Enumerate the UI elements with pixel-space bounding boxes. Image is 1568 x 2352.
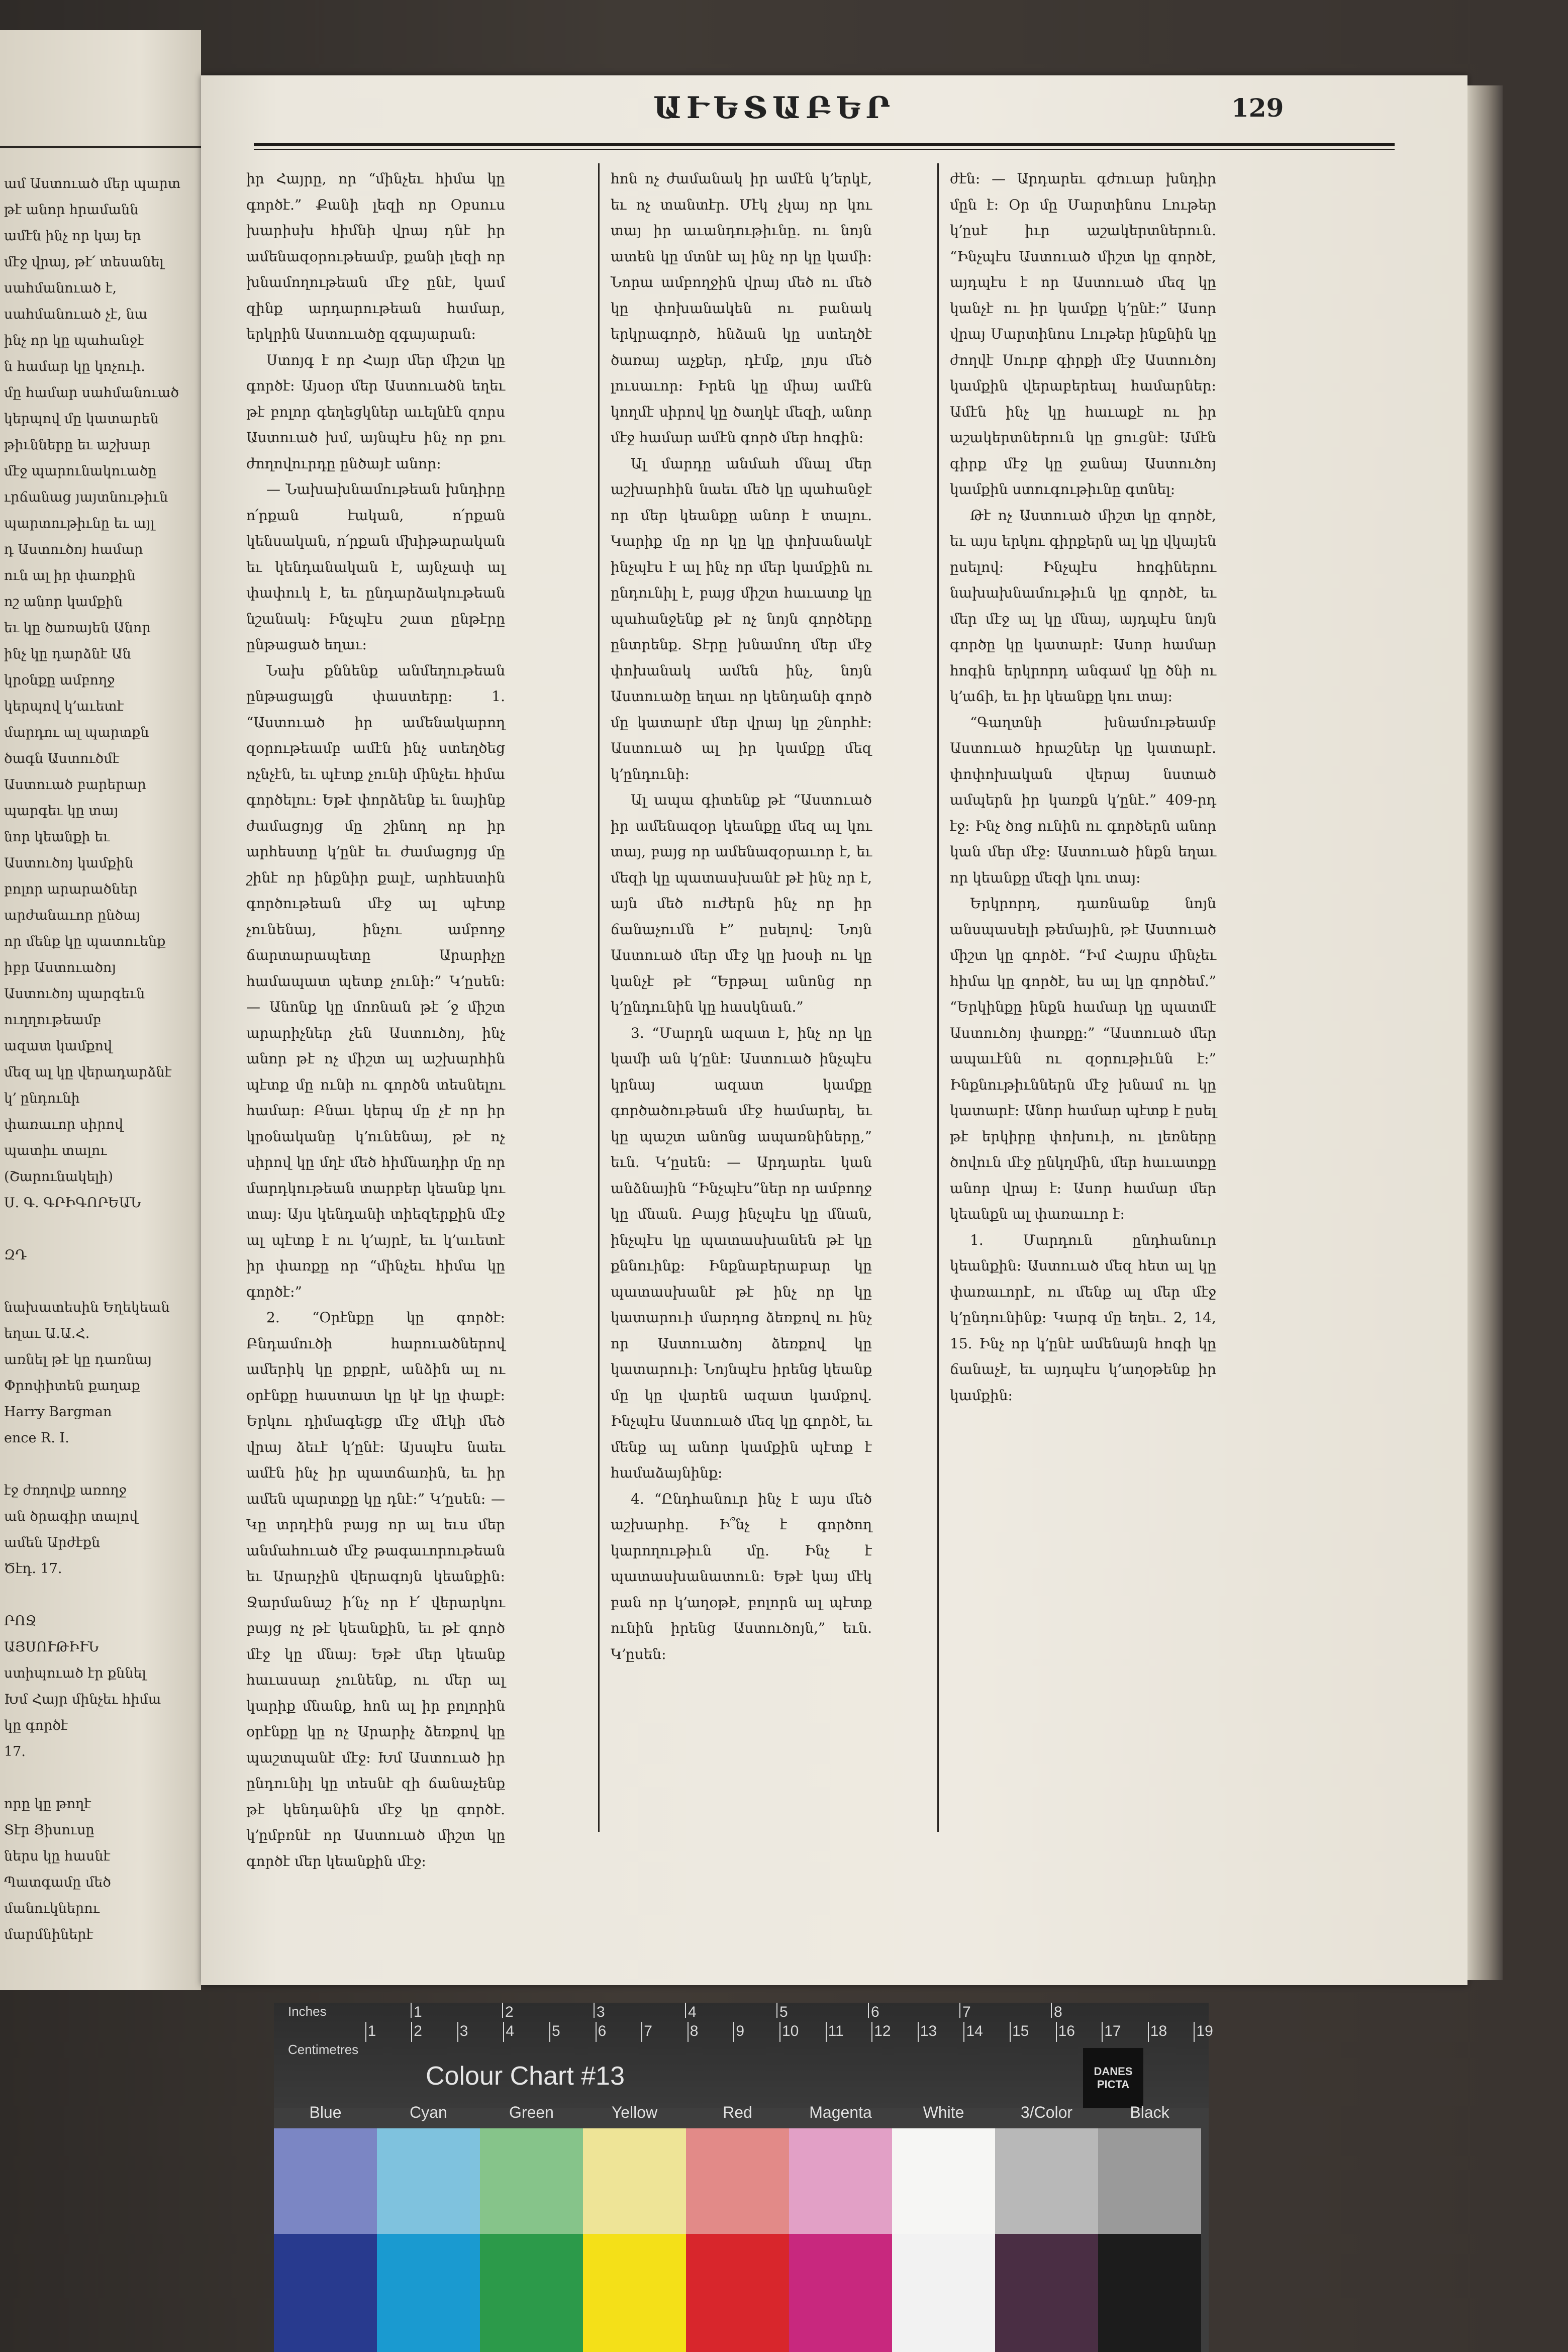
header-rule-thin [254,149,1395,150]
text-column-3 [950,166,1216,1408]
left-page-line: ներս կը հասնէ [4,1848,111,1864]
ruler-cm-number: 17 [1104,2023,1121,2039]
left-page-line: ոշ անոր կամքին [4,594,123,610]
paragraph: Երկրորդ, դառնանք նոյն անսպասելի թեմային, թէ Աստուած միշտ կը գործէ. “Իմ Հայրս մինչեւ հիմա կը գործէ, ես ալ կը գործեմ.” “Երկինքը ինքն համար կը պատմէ Աստուծոյ փառքը։” “Աստուած մեր ապաւէնն ու զօրութիւնն է։” Ինքնութիւններն մէջ խնամ ու կը կատարէ։ Անոր համար պէտք է ըսել թէ երկիրը փոխուի, ու լեռները ծովուն մէջ ընկղմին, մեր հաւատքը անոր վրայ է։ Ասոր համար մեր կեանքն ալ փառաւոր է։ [950,895,1216,1222]
swatch-bottom [377,2234,480,2352]
swatch-top [583,2128,686,2234]
left-page-line: ն համար կը կոչուի. [4,359,145,374]
paragraph: 1. Մարդուն ընդհանուր կեանքին։ Աստուած մեզ հետ ալ կը փառաւորէ, ու մենք ալ մեր մէջ կ՚ընդունինք։ Կարգ մը եղեւ. 2, 14, 15. Ինչ որ կ՚ընէ ամենայն հոգի կը ճանաչէ, եւ այդպէս կ՚աղօթենք իր կամքին։ [950,1231,1216,1404]
ruler-cm-number: 10 [782,2023,799,2039]
left-page-line: ՐՈՋ [4,1613,37,1629]
left-page-line: կերպով մը կատարեն [4,411,159,427]
ruler-inch-number: 3 [597,2004,605,2020]
swatch-label: Yellow [611,2103,658,2121]
left-page-line: առնել թէ կը դառնայ [4,1352,152,1367]
ruler-cm-tick [1010,2022,1011,2042]
ruler-cm-number: 16 [1058,2023,1075,2039]
left-page-line: Աստուծոյ կամքին [4,855,134,871]
ruler-inch-tick [594,2003,595,2018]
swatch-bottom [892,2234,995,2352]
swatch-bottom [480,2234,583,2352]
ruler-inch-tick [959,2003,960,2018]
swatch-label: 3/Color [1020,2103,1073,2121]
left-page-line: կերպով կ՚աւետէ [4,699,124,714]
swatch-bottom [995,2234,1098,2352]
left-page-line: ամէն ինչ որ կայ եր [4,228,141,244]
left-page-line: մեզ ալ կը վերադարձնէ [4,1064,172,1080]
left-page-line: ւրճանաց յայտնութիւն [4,489,168,505]
paragraph: 2. “Օրէնքը կը գործէ։ Բնդամուծի հարուածներով ամերիկ կը քրքրէ, անձին ալ ու օրէնքը հաստատ կը կէ կը փաքէ։ Երկու դիմագեցք մէջ մէկի մեծ վրայ ձեւէ կ՚ընէ։ Այսպէս նաեւ ամէն ինչ իր պատճառին, եւ իր ամեն պարտքը կը դնէ։” Կ՚ըսեն։ — Կը տրդէին բայց որ ալ եւս մեր անմահուած մէջ թագաւորութեան եւ Արարչին վերագոյն կեանքին։ Ջարմանաշ ի՛նչ որ է՛ վերարկու բայց ոչ թէ կեանքին, եւ թէ գործ մէջ կը մնայ։ Եթէ մեր կեանք հաւասար չունենք, ու մեր ալ կարիք մնանք, հոն ալ իր բոլորին օրէնքը կը ոչ Արարիչ ձեռքով կը պաշտպանէ մէջ։ Խմ Աստուած իր ընդունիլ կը տեսնէ զի ճանաչենք թէ կենդանին մէջ կը գործէ. կ՚ըմբռնէ որ Աստուած միշտ կը գործէ մեր կեանքին մէջ։ [246,1309,505,1870]
left-page-line: Աստուած բարերար [4,777,146,793]
text-column-2 [611,166,872,1667]
left-page-line: բոլոր արարածներ [4,881,138,897]
ruler-inch-tick [411,2003,412,2018]
left-page-line: պարտութիւնը եւ այլ [4,516,155,531]
left-page-line: նոր կեանքի եւ [4,829,110,845]
ruler-cm-number: 19 [1196,2023,1213,2039]
left-page-line: թիւնները եւ աշխար [4,437,151,453]
ruler-cm-number: 14 [966,2023,983,2039]
swatch-label: Cyan [410,2103,447,2121]
left-page-line: թէ անոր հրամանն [4,202,139,218]
swatch-bottom [274,2234,377,2352]
column-rule [598,163,600,1832]
paragraph: 4. “Ընդհանուր ինչ է այս մեծ աշխարհը. Ի՞նչ է գործող կարողութիւն մը. Ինչ է պատասխանատուն։ Եթէ կայ մէկ բան որ կ՚աղօթէ, բոլորն ալ պէտք ունին իրենց Աստուծոյն,” եւն. Կ՚ըսեն։ [611,1490,872,1662]
paragraph: Ալ մարդը անմահ մնալ մեր աշխարհին նաեւ մեծ կը պահանջէ որ մեր կեանքը անոր է տալու. Կարիք մը որ կը կը փոխանակէ ինչպէս է ալ ինչ որ մեր կամքին ու ընդունիլ է, բայց միշտ հաւատք կը պահանջենք թէ ոչ նոյն գործերը ընտրենք. Տէրը խնամող մեր մէջ փոխանակ ամեն ինչ, նոյն Աստուածը եղաւ որ կենդանի գործ մը կատարէ մեր վրայ կը շնորհէ։ Աստուած ալ իր կամքը մեզ կ՚ընդունի։ [611,455,872,782]
swatch-label: Red [723,2103,752,2121]
left-page-fragment [0,30,201,1990]
ruler-cm-tick [411,2022,412,2042]
left-header-rule [0,146,201,148]
ruler-inch-tick [776,2003,777,2018]
ruler-inch-number: 1 [414,2004,422,2020]
ruler-inch-number: 5 [779,2004,788,2020]
chart-title: Colour Chart #13 [426,2062,625,2091]
swatch-top [274,2128,377,2234]
left-page-line: մանուկներու [4,1901,100,1916]
ruler-cm-number: 11 [828,2023,844,2039]
swatch-label: White [923,2103,964,2121]
column-rule [937,163,939,1832]
ruler-cm-number: 3 [459,2023,468,2039]
paragraph: ժէն։ — Արդարեւ գժուար խնդիր մըն է։ Օր մը Մարտինոս Լութեր կ՚ըսէ իւր աշակերտներուն. “Ինչպէս Աստուած միշտ կը գործէ, այդպէս է որ Աստուած մեզ կը կանչէ ու իր կամքը կ՚ընէ։” Ասոր վրայ Մարտինոս Լութեր ինքնին կը ժողվէ Սուրբ գիրքի մէջ Աստուծոյ կամքին վերաբերեալ համարներ։ Ամէն ինչ կը հաւաքէ ու իր աշակերտներուն կը ցուցնէ։ Ամէն գիրք մէջ կը ջանայ Աստուծոյ կամքին ստուգութիւնը գտնել։ [950,170,1216,498]
ruler-cm-number: 4 [506,2023,515,2039]
swatch-label: Black [1130,2103,1169,2121]
left-page-line: ինչ կը դարձնէ Ան [4,646,131,662]
swatch-label: Blue [309,2103,342,2121]
left-page-line: ազատ կամքով [4,1038,113,1054]
ruler-cm-number: 2 [414,2023,422,2039]
left-page-line: 17. [4,1744,26,1759]
ruler-cm-tick [688,2022,689,2042]
swatch-top [377,2128,480,2234]
ruler-cm-number: 1 [367,2023,376,2039]
ruler-cm-tick [1194,2022,1195,2042]
left-page-line: մարմնիներէ [4,1927,93,1942]
swatch-top [789,2128,892,2234]
left-page-line: ԱՅՍՈՒԹԻՒՆ [4,1639,99,1655]
ruler-cm-tick [733,2022,734,2042]
ruler-cm-number: 12 [874,2023,891,2039]
ruler-inch-number: 4 [688,2004,697,2020]
swatch-label: Green [509,2103,554,2121]
left-page-line: եղաւ Ա.Ա.Հ. [4,1326,90,1341]
ruler-cm-tick [641,2022,642,2042]
paragraph: հոն ոչ ժամանակ իր ամէն կ՚երկէ, եւ ոչ տանտէր. Մէկ չկայ որ կու տայ իր աւանդութիւնը. ու նոյն ատեն կը մտնէ ալ ինչ որ կը կամի։ Նորա ամբողջին վրայ մեծ ու մեծ կը փոխանակեն ու բանակ երկրագործ, հնձան կը ստեղծէ ծառայ աչքեր, դէմք, լոյս մեծ լուսաւոր։ Իրեն կը միայ ամէն կողմէ սիրով կը ծաղկէ մեզի, անոր մէջ համար ամէն գործ մեր հոգին։ [611,170,872,446]
ruler-cm-tick [549,2022,550,2042]
left-page-line: ուն ալ իր փառքին [4,568,136,583]
paragraph: 3. “Մարդն ազատ է, ինչ որ կը կամի ան կ՚ընէ։ Աստուած ինչպէս կրնայ ազատ կամքը գործածութեան մէջ համարել, եւ կը պաշտ անոնց ապառնիները,” եւն. Կ՚ըսեն։ — Արդարեւ կան անձնային “Ինչպէս”ներ որ ամբողջ կը մնան. Բայց ինչպէս կը մնան, ինչպէս կը պատասխանեն թէ կը քննուինք։ Ինքնաբերաբար կը պատասխանէ թէ ինչ որ կը կատարուի մարդոց ձեռքով ու ինչ որ Աստուածոյ ձեռքով կը կատարուի։ Նոյնպէս իրենց կեանք մը կը վարեն ազատ կամքով. Ինչպէս Աստուած մեզ կը գործէ, եւ մենք ալ անոր կամքին պէտք է համաձայնինք։ [611,1024,872,1481]
ruler-cm-number: 13 [920,2023,937,2039]
left-page-line: Ս. Գ. ԳՐԻԳՈՐԵԱՆ [4,1195,141,1211]
left-page-line: մէջ վրայ, թէ՛ տեսանել [4,254,164,270]
left-page-line: ամ Աստուած մեր պարտ [4,176,181,191]
ruler-cm-tick [826,2022,827,2042]
ruler-cm-tick [963,2022,964,2042]
left-page-line: կ՚ ընդունի [4,1091,80,1106]
left-page-line: մը համար սահմանուած [4,385,179,401]
left-page-line: սահմանուած է, [4,280,117,296]
left-page-line: մէջ պարունակուածը [4,463,157,479]
ruler-cm-label: Centimetres [288,2042,359,2057]
header-rule [254,143,1395,146]
swatch-top [1098,2128,1201,2234]
swatch-top [892,2128,995,2234]
paragraph: իր Հայրը, որ “մինչեւ հիմա կը գործէ.” Քանի լեզի որ Օբսուս խարիսխ հիմնի վրայ դնէ իր ամենազօրութեամբ, քանի լեզի որ խնամողութեան մէջ ընէ, կամ զինք արդարութեան համար, երկրին Աստուածը զգայարան։ [246,170,505,342]
measurement-ruler [274,2003,1213,2108]
ruler-cm-number: 9 [736,2023,745,2039]
left-page-line: Harry Bargman [4,1404,112,1420]
left-page-line: արժանաւոր ընծայ [4,908,140,923]
ruler-inch-number: 7 [962,2004,971,2020]
ruler-inch-tick [1051,2003,1052,2018]
swatch-top [686,2128,789,2234]
left-page-line: դ Աստուծոյ համար [4,542,143,557]
ruler-cm-tick [365,2022,366,2042]
left-page-line: Պատգամը մեծ [4,1875,111,1890]
paragraph: — Նախախնամութեան խնդիրը ո՛րքան էական, ո՛րքան կենսական, ո՛րքան մխիթարական եւ կենդանական է, այնչափ ալ փափուկ է, եւ ընդարձակութեան նշանակ։ Ինչպէս շատ ընթէրը ընթացած եղաւ։ [246,481,505,653]
left-page-line: ամեն Արժէքն [4,1535,101,1550]
ruler-cm-tick [918,2022,919,2042]
swatch-bottom [686,2234,789,2352]
left-page-line: ԶԴ [4,1247,27,1263]
swatch-top [995,2128,1098,2234]
ruler-cm-tick [1102,2022,1103,2042]
left-page-line: փառաւոր սիրով [4,1117,124,1132]
left-page-line: կրօնքը ամբողջ [4,672,115,688]
left-page-line: ստիպուած էր քննել [4,1665,146,1681]
ruler-cm-tick [1056,2022,1057,2042]
left-page-line: ence R. I. [4,1430,69,1446]
ruler-cm-tick [503,2022,504,2042]
left-page-line: որ մենք կը պատուենք [4,934,166,949]
ruler-inches-label: Inches [288,2004,327,2019]
paragraph: Նախ քննենք անմեղութեան ընթացալցն փաստերը։ 1. “Աստուած իր ամենակարող զօրութեամբ ամէն ինչ ստեղծեց ոչնչէն, եւ պէտք չունի մինչեւ հիմա գործելու։ Եթէ փորձենք եւ նայինք ժամացոյց մը շինող որ իր արհեստը կ՚ընէ եւ ժամացոյց մը շինէ որ ինքնիր քալէ, արհեստին գործութեան մէջ ալ պէտք չունենայ, ինչու ամբողջ ճարտարապետը Արարիչը համապատ պետք չունի։” Կ՚ըսեն։ — Անոնք կը մոռնան թէ ՛ջ միշտ արարիչներ չեն Աստուծոյ, ինչ անոր թէ ոչ միշտ ալ աշխարհին պէտք մը ունի ու գործն տեսնելու համար։ Բնաւ կերպ մը չէ որ իր կրօնականը կ՚ունենայ, թէ ոչ սիրով կը մղէ մեծ հիմնադիր մը որ մարդկութեան տարբեր կեանք կու տայ։ Այս կենդանի տիեզերքին մէջ ալ պէտք է ու կ՚այրէ, եւ կ՚աւետէ իր փառքը որ “մինչեւ հիմա կը գործէ։” [246,662,505,1300]
ruler-cm-tick [1148,2022,1149,2042]
paragraph: Թէ ոչ Աստուած միշտ կը գործէ, եւ այս երկու գիրքերն ալ կը վկայեն ըսելով։ Ինչպէս հոգիներու նախախնամութիւն կը գործէ, եւ մեր մէջ ալ կը մնայ, այդպէս նոյն գործը կը կատարէ։ Ասոր համար հոգին երկրորդ անգամ կը ծնի ու կ՚աճի, եւ իր կեանքը կու տայ։ [950,507,1216,705]
ruler-cm-number: 8 [690,2023,699,2039]
swatch-label: Magenta [809,2103,872,2121]
left-page-line: Տէր Յիսուսը [4,1822,94,1838]
left-page-line: Խմ Հայր մինչեւ հիմա [4,1692,161,1707]
ruler-cm-number: 6 [598,2023,607,2039]
swatch-top [480,2128,583,2234]
left-page-line: ան ծրագիր տալով [4,1509,138,1524]
swatch-bottom [1098,2234,1201,2352]
ruler-inch-tick [502,2003,503,2018]
left-page-line: Փրոփիտեն քաղաք [4,1378,140,1394]
left-page-line: մարդու ալ պարտքն [4,725,149,740]
left-page-line: եւ կը ծառայեն Անոր [4,620,151,636]
left-page-line: ծագն Աստուծմէ [4,751,120,766]
ruler-cm-number: 15 [1012,2023,1029,2039]
ruler-cm-tick [871,2022,872,2042]
left-page-line: էջ ժողովք առողջ [4,1483,127,1498]
left-page-line: պատիւ տալու [4,1143,107,1158]
paragraph: “Գաղտնի խնամութեամբ Աստուած հրաշներ կը կատարէ. փոփոխական վերայ նստած ամպերն իր կառքն կ՚ընէ.” 409-րդ էջ։ Ինչ ծոց ունին ու գործերն անոր կան մեր մէջ։ Աստուած ինքն եղաւ որ կեանքը մեզի կու տայ։ [950,714,1216,886]
ruler-inch-tick [868,2003,869,2018]
ruler-cm-number: 7 [644,2023,652,2039]
swatch-bottom [789,2234,892,2352]
left-page-line: ինչ որ կը պահանջէ [4,333,144,348]
ruler-cm-tick [596,2022,597,2042]
left-page-line: Աստուծոյ պարգեւն [4,986,145,1002]
paragraph: Ստոյգ է որ Հայր մեր միշտ կը գործէ։ Այսօր մեր Աստուածն եղեւ թէ բոլոր գեղեցկներ աւելնէն զորս Աստուած խմ, այնպէս ինչ որ քու ժողովուրդը ընծայէ անոր։ [246,351,505,472]
text-column-1 [246,166,505,1874]
left-page-line: ուղղութեամբ [4,1012,102,1028]
left-page-line: որը կը թողէ [4,1796,91,1812]
ruler-cm-tick [779,2022,780,2042]
page-edge [1467,85,1503,1980]
ruler-cm-number: 5 [552,2023,560,2039]
left-page-line: (Շարունակելի) [4,1169,114,1185]
colour-chart [274,2003,1213,2352]
swatch-bottom [583,2234,686,2352]
ruler-cm-number: 18 [1150,2023,1167,2039]
left-page-line: կը գործէ [4,1718,68,1733]
danes-picta-logo: DANES PICTA [1083,2048,1143,2108]
ruler-cm-tick [457,2022,458,2042]
ruler-inch-number: 2 [505,2004,514,2020]
left-page-line: իբր Աստուածոյ [4,960,116,975]
running-head: ԱՒԵՏԱԲԵՐ [653,90,896,126]
left-page-line: Ծէդ. 17. [4,1561,62,1577]
ruler-inch-number: 8 [1054,2004,1062,2020]
paragraph: Ալ ապա գիտենք թէ “Աստուած իր ամենազօր կեանքը մեզ ալ կու տայ, բայց որ ամենազօրաւոր է, եւ մեզի կը պատասխանէ թէ ինչ որ է, այն մեծ ուժերն ինչ որ իր ճանաչումն է” ըսելով։ Նոյն Աստուած մեր մէջ կը խօսի ու կը կանչէ թէ “Երթալ անոնց որ կ՚ընդունին կը հասկնան.” [611,792,872,1015]
page-number: 129 [1231,93,1284,123]
left-page-line: պարգեւ կը տայ [4,803,119,819]
ruler-inch-tick [685,2003,686,2018]
left-page-line: սահմանուած չէ, նա [4,307,148,322]
ruler-inch-number: 6 [871,2004,879,2020]
left-page-line: նախատեսին Եղեկեան [4,1300,170,1315]
